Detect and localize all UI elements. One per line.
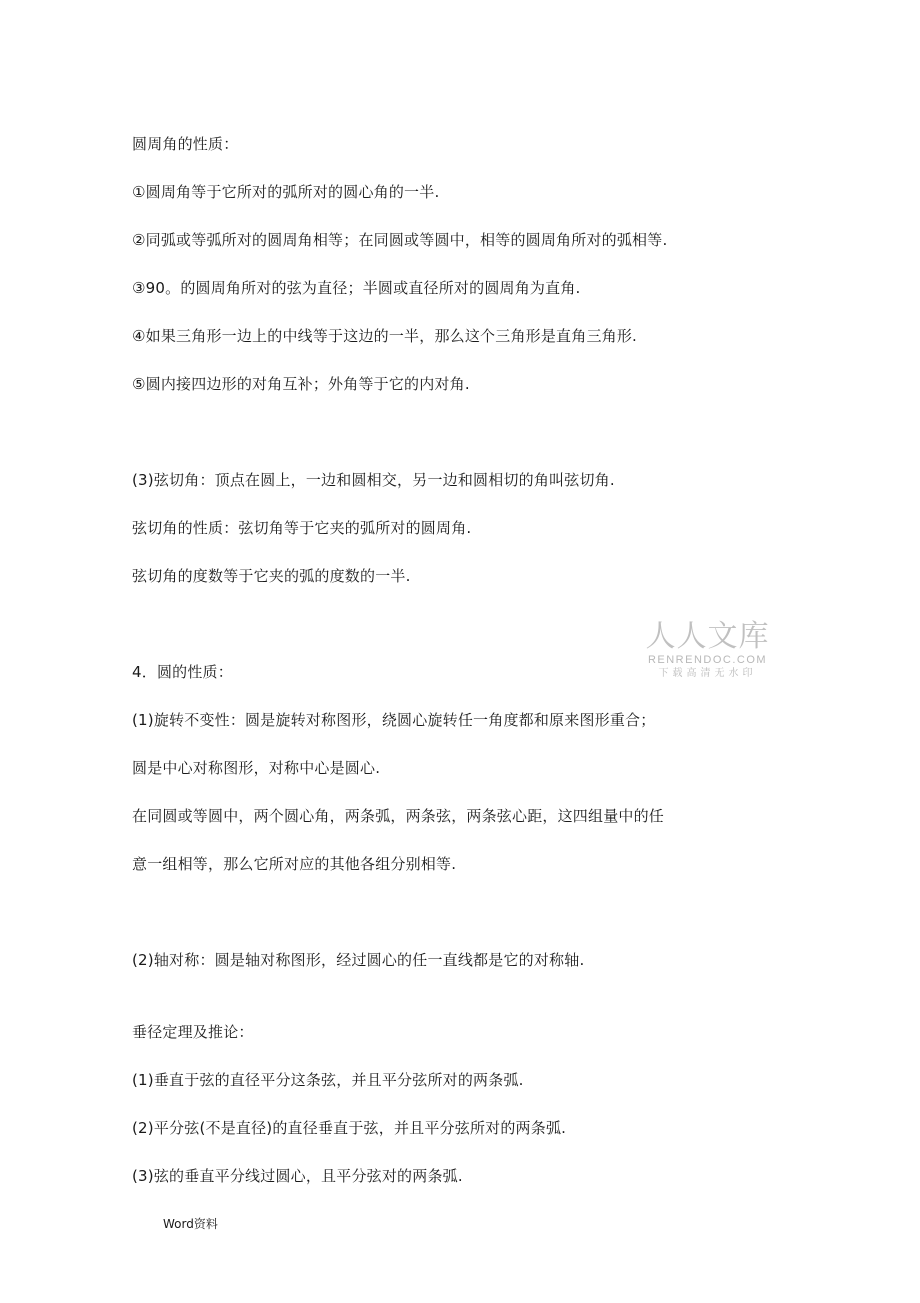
property-line-5: ⑤圆内接四边形的对角互补；外角等于它的内对角. <box>132 375 470 393</box>
axial-symmetry-line: (2)轴对称：圆是轴对称图形，经过圆心的任一直线都是它的对称轴. <box>132 951 585 969</box>
theorem-line-2: (2)平分弦(不是直径)的直径垂直于弦，并且平分弦所对的两条弧. <box>132 1119 567 1137</box>
heading-inscribed-angle-properties: 圆周角的性质： <box>132 135 239 153</box>
theorem-line-3: (3)弦的垂直平分线过圆心，且平分弦对的两条弧. <box>132 1167 463 1185</box>
page-footer: Word资料 <box>163 1217 218 1231</box>
equal-quantities-line-1: 在同圆或等圆中，两个圆心角，两条弧，两条弦，两条弦心距，这四组量中的任 <box>132 807 665 825</box>
heading-circle-properties: 4．圆的性质： <box>132 663 233 681</box>
chord-tangent-angle-property: 弦切角的性质：弦切角等于它夹的弧所对的圆周角. <box>132 519 472 537</box>
property-line-1: ①圆周角等于它所对的弧所对的圆心角的一半. <box>132 183 440 201</box>
watermark-site: RENRENDOC.COM <box>647 654 768 666</box>
watermark-logo <box>640 620 775 680</box>
property-line-4: ④如果三角形一边上的中线等于这边的一半，那么这个三角形是直角三角形. <box>132 327 638 345</box>
chord-tangent-angle-degree: 弦切角的度数等于它夹的弧的度数的一半. <box>132 567 411 585</box>
watermark-title: 人人文库 <box>645 619 770 654</box>
rotation-invariance-line: (1)旋转不变性：圆是旋转对称图形，绕圆心旋转任一角度都和原来图形重合； <box>132 711 656 729</box>
chord-tangent-angle-definition: (3)弦切角：顶点在圆上，一边和圆相交，另一边和圆相切的角叫弦切角. <box>132 471 615 489</box>
watermark-note: 下载高清无水印 <box>658 668 757 679</box>
central-symmetry-line: 圆是中心对称图形，对称中心是圆心. <box>132 759 381 777</box>
heading-perpendicular-diameter-theorem: 垂径定理及推论： <box>132 1023 254 1041</box>
property-line-2: ②同弧或等弧所对的圆周角相等；在同圆或等圆中，相等的圆周角所对的弧相等. <box>132 231 668 249</box>
property-line-3: ③90。的圆周角所对的弦为直径；半圆或直径所对的圆周角为直角. <box>132 279 581 297</box>
theorem-line-1: (1)垂直于弦的直径平分这条弦，并且平分弦所对的两条弧. <box>132 1071 524 1089</box>
equal-quantities-line-2: 意一组相等，那么它所对应的其他各组分别相等. <box>132 855 457 873</box>
